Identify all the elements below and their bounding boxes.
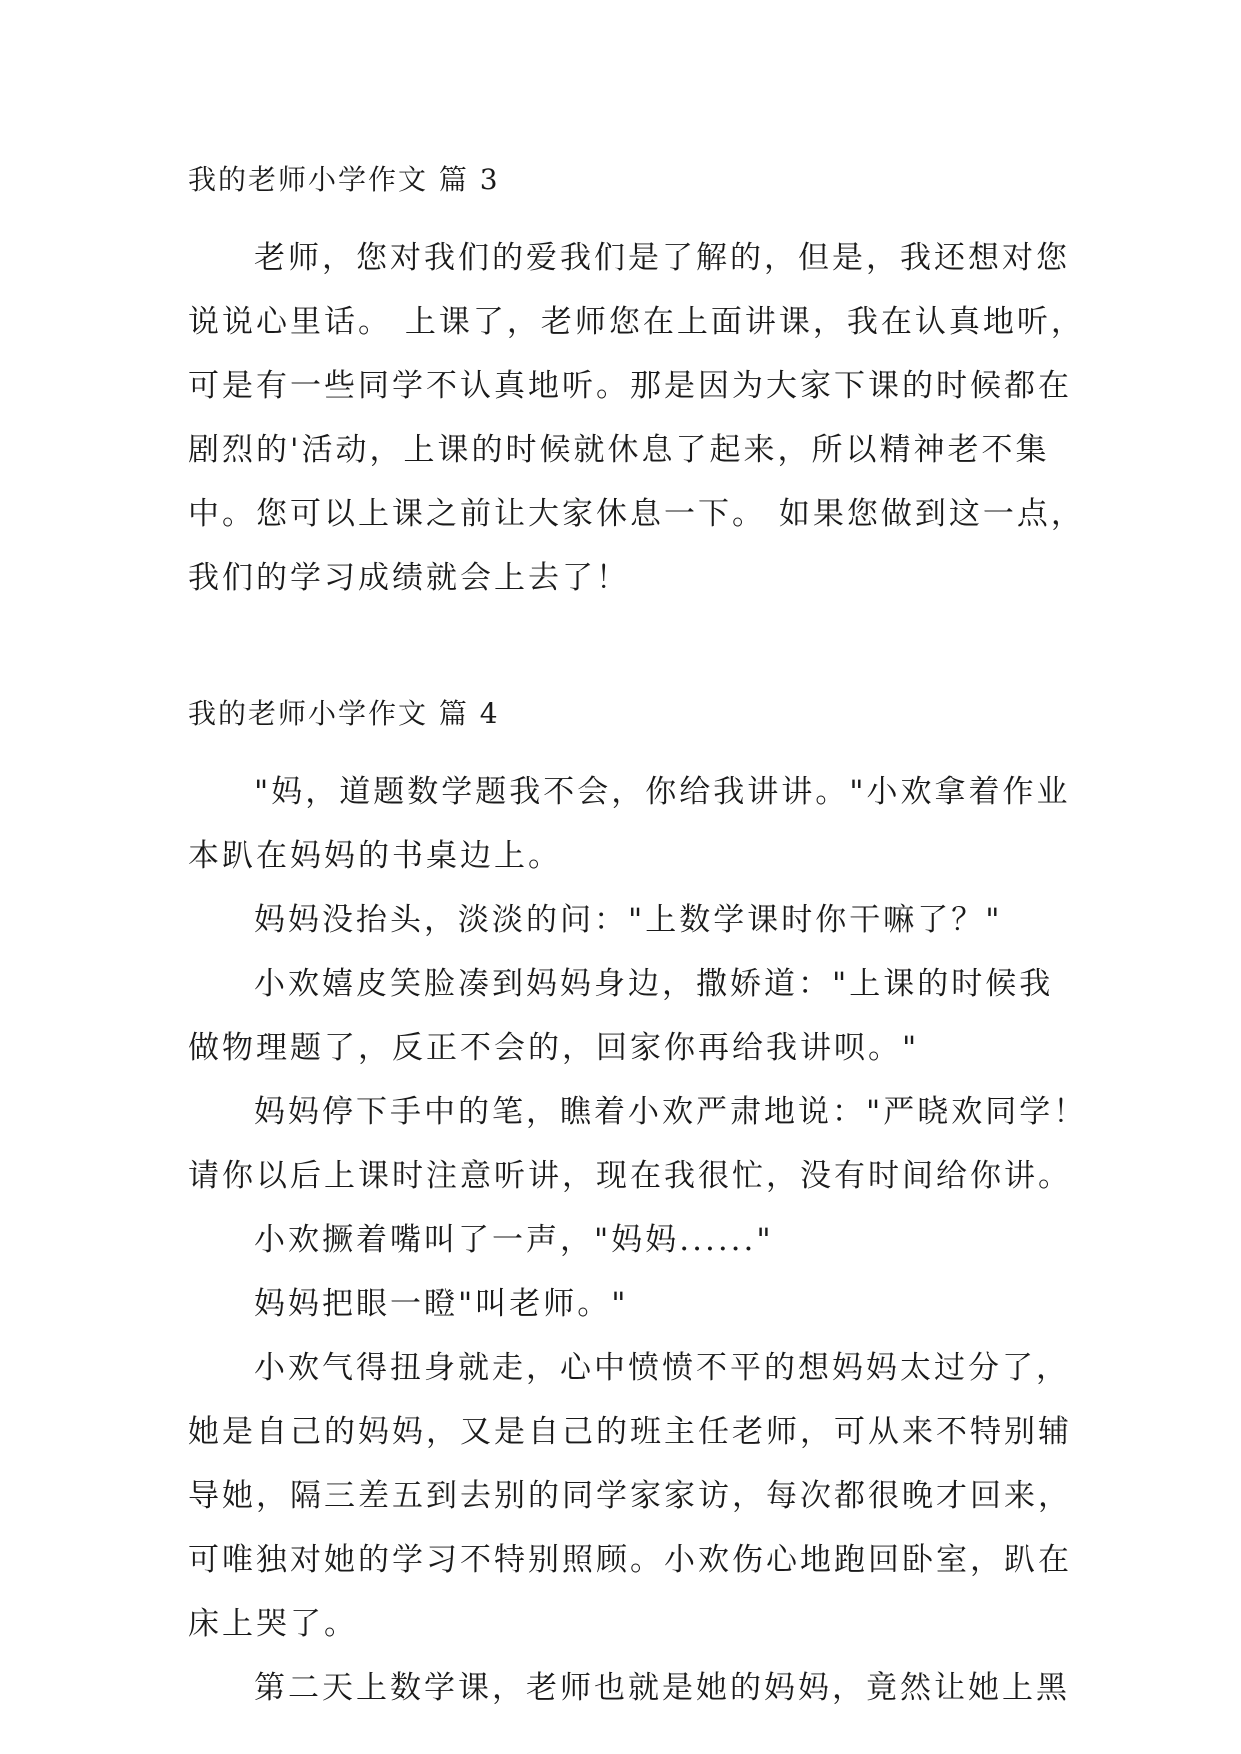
paragraph — [188, 760, 1071, 888]
text-line: 妈妈停下手中的笔，瞧着小欢严肃地说："严晓欢同学！ — [254, 1094, 1088, 1130]
text-line: 说说心里话。 上课了，老师您在上面讲课，我在认真地听， — [188, 304, 1085, 340]
paragraph — [188, 1080, 1088, 1208]
text-line: 妈妈没抬头，淡淡的问："上数学课时你干嘛了？" — [254, 902, 1003, 938]
essay-section-3 — [188, 160, 1085, 610]
paragraph — [188, 1208, 1068, 1272]
text-line: 做物理题了，反正不会的，回家你再给我讲呗。" — [188, 1030, 920, 1066]
text-line: 第二天上数学课，老师也就是她的妈妈，竟然让她上黑 — [254, 1670, 1070, 1706]
text-line: 请你以后上课时注意听讲，现在我很忙，没有时间给你讲。 — [188, 1158, 1072, 1194]
text-line: 可唯独对她的学习不特别照顾。小欢伤心地跑回卧室，趴在 — [188, 1542, 1072, 1578]
paragraph — [188, 1336, 1072, 1656]
text-line: 可是有一些同学不认真地听。那是因为大家下课的时候都在 — [188, 368, 1072, 404]
text-line: 床上哭了。 — [188, 1606, 358, 1642]
text-line: 小欢撅着嘴叫了一声，"妈妈......" — [254, 1222, 774, 1258]
text-line: "妈，道题数学题我不会，你给我讲讲。"小欢拿着作业 — [254, 774, 1071, 810]
paragraph — [188, 1272, 1068, 1336]
text-line: 中。您可以上课之前让大家休息一下。 如果您做到这一点， — [188, 496, 1085, 532]
text-line: 她是自己的妈妈，又是自己的班主任老师，可从来不特别辅 — [188, 1414, 1072, 1450]
spacer — [188, 734, 1068, 760]
spacer — [188, 200, 1068, 226]
text-line: 老师，您对我们的爱我们是了解的，但是，我还想对您 — [254, 240, 1070, 276]
document-body — [188, 160, 1088, 1720]
text-line: 我们的学习成绩就会上去了！ — [188, 560, 630, 596]
text-line: 剧烈的'活动，上课的时候就休息了起来，所以精神老不集 — [188, 432, 1050, 468]
text-line: 导她，隔三差五到去别的同学家家访，每次都很晚才回来， — [188, 1478, 1072, 1514]
text-line: 妈妈把眼一瞪"叫老师。" — [254, 1286, 629, 1322]
text-line: 小欢气得扭身就走，心中愤愤不平的想妈妈太过分了， — [254, 1350, 1070, 1386]
essay-heading: 我的老师小学作文 篇 4 — [188, 697, 500, 730]
section-spacer — [188, 610, 1068, 694]
text-line: 小欢嬉皮笑脸凑到妈妈身边，撒娇道："上课的时候我 — [254, 966, 1054, 1002]
paragraph — [188, 888, 1068, 952]
text-line: 本趴在妈妈的书桌边上。 — [188, 838, 562, 874]
paragraph — [188, 226, 1085, 610]
paragraph — [188, 1656, 1068, 1720]
essay-section-4 — [188, 694, 1088, 1720]
essay-heading: 我的老师小学作文 篇 3 — [188, 163, 500, 196]
paragraph — [188, 952, 1068, 1080]
